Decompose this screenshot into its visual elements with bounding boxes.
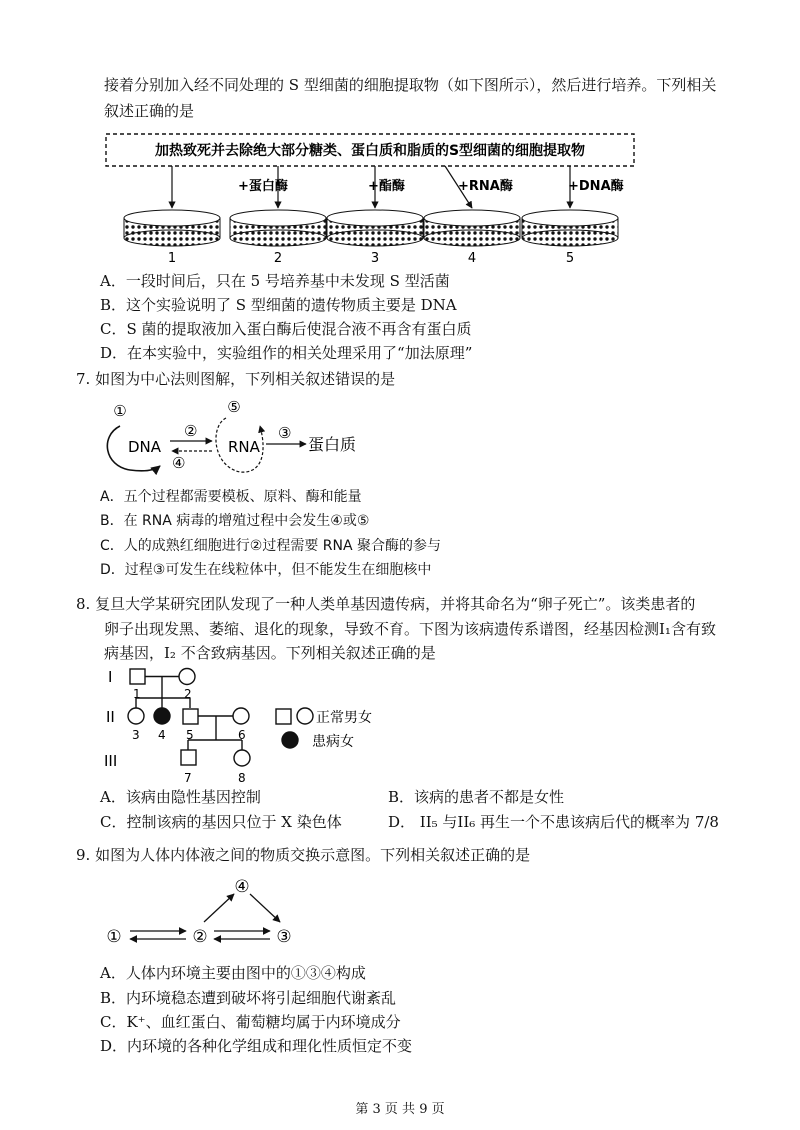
gen-label-1: I [108, 668, 113, 686]
ind-label-8: 8 [238, 771, 246, 785]
q7-mark-4: ④ [172, 454, 186, 472]
q8-stem-line2: 卵子出现发黑、萎缩、退化的现象，导致不育。下图为该病遗传系谱图，经基因检测I₁含有致 [104, 620, 716, 638]
q8-stem-line1: 8. 复旦大学某研究团队发现了一种人类单基因遗传病，并将其命名为“卵子死亡”。该类患者的 [76, 595, 696, 613]
enzyme-label-protease: +蛋白酶 [238, 179, 288, 194]
q6-option-d: D．在本实验中，实验组作的相关处理采用了“加法原理” [100, 344, 473, 362]
q6-petri-figure [100, 128, 640, 268]
q7-mark-5: ⑤ [227, 398, 241, 416]
ind-label-2: 2 [184, 687, 192, 701]
legend-normal: 正常男女 [316, 710, 372, 726]
q7-mark-2: ② [184, 422, 198, 440]
q7-central-dogma-figure [100, 396, 370, 478]
enzyme-label-dnase: +DNA酶 [568, 179, 624, 194]
q9-fluid-exchange-figure [100, 870, 300, 950]
enzyme-label-esterase: +酯酶 [368, 179, 405, 194]
ind-label-7: 7 [184, 771, 192, 785]
q8-stem-line3: 病基因，I₂ 不含致病基因。下列相关叙述正确的是 [104, 644, 436, 662]
q9-stem: 9. 如图为人体内体液之间的物质交换示意图。下列相关叙述正确的是 [76, 846, 531, 864]
petri-dish-4 [424, 210, 520, 246]
legend-affected: 患病女 [312, 734, 354, 750]
dish-number-2: 2 [273, 251, 283, 266]
dish-number-1: 1 [167, 251, 177, 266]
q7-option-c: C．人的成熟红细胞进行②过程需要 RNA 聚合酶的参与 [100, 538, 442, 554]
gen-label-3: III [104, 752, 118, 770]
petri-dish-5 [522, 210, 618, 246]
q8-option-d: D． II₅ 与II₆ 再生一个不患该病后代的概率为 7/8 [388, 813, 719, 831]
ind-label-3: 3 [132, 728, 140, 742]
q9-option-a: A．人体内环境主要由图中的①③④构成 [100, 964, 366, 982]
ind-label-6: 6 [238, 728, 246, 742]
page-footer: 第 3 页 共 9 页 [355, 1102, 445, 1117]
q7-option-a: A．五个过程都需要模板、原料、酶和能量 [100, 489, 362, 505]
q6-stem-line2: 叙述正确的是 [104, 102, 195, 120]
q7-option-d: D．过程③可发生在线粒体中，但不能发生在细胞核中 [100, 562, 432, 578]
q7-protein-label: 蛋白质 [308, 435, 357, 454]
q7-stem: 7. 如图为中心法则图解，下列相关叙述错误的是 [76, 370, 396, 388]
dish-number-4: 4 [467, 251, 477, 266]
q7-mark-1: ① [113, 402, 127, 420]
q7-rna-label: RNA [228, 438, 260, 456]
q8-option-a: A．该病由隐性基因控制 [100, 788, 261, 806]
petri-dish-2 [230, 210, 326, 246]
dish-number-3: 3 [370, 251, 380, 266]
q6-option-b: B．这个实验说明了 S 型细菌的遗传物质主要是 DNA [100, 296, 457, 314]
petri-dish-3 [327, 210, 423, 246]
extract-box-label: 加热致死并去除绝大部分糖类、蛋白质和脂质的S型细菌的细胞提取物 [154, 143, 586, 159]
node-3: ③ [276, 927, 292, 947]
q9-option-c: C．K⁺、血红蛋白、葡萄糖均属于内环境成分 [100, 1013, 401, 1031]
q6-stem-line1: 接着分别加入经不同处理的 S 型细菌的细胞提取物（如下图所示），然后进行培养。下列相关 [104, 76, 717, 94]
q8-option-b: B．该病的患者不都是女性 [388, 788, 565, 806]
petri-dish-1 [124, 210, 220, 246]
q6-option-c: C．S 菌的提取液加入蛋白酶后使混合液不再含有蛋白质 [100, 320, 472, 338]
ind-label-5: 5 [186, 728, 194, 742]
q7-option-b: B．在 RNA 病毒的增殖过程中会发生④或⑤ [100, 513, 370, 529]
ind-label-4: 4 [158, 728, 166, 742]
dish-number-5: 5 [565, 251, 575, 266]
q9-option-d: D．内环境的各种化学组成和理化性质恒定不变 [100, 1037, 413, 1055]
node-1: ① [106, 927, 122, 947]
node-2: ② [192, 927, 208, 947]
ind-label-1: 1 [133, 687, 141, 701]
q8-option-c: C．控制该病的基因只位于 X 染色体 [100, 813, 342, 831]
q7-mark-3: ③ [278, 424, 292, 442]
node-4: ④ [234, 877, 250, 897]
gen-label-2: II [106, 708, 115, 726]
q7-dna-label: DNA [128, 438, 162, 456]
q6-option-a: A．一段时间后，只在 5 号培养基中未发现 S 型活菌 [100, 272, 450, 290]
q9-option-b: B．内环境稳态遭到破坏将引起细胞代谢紊乱 [100, 989, 397, 1007]
q8-pedigree-figure [100, 666, 390, 786]
enzyme-label-rnase: +RNA酶 [458, 179, 513, 194]
